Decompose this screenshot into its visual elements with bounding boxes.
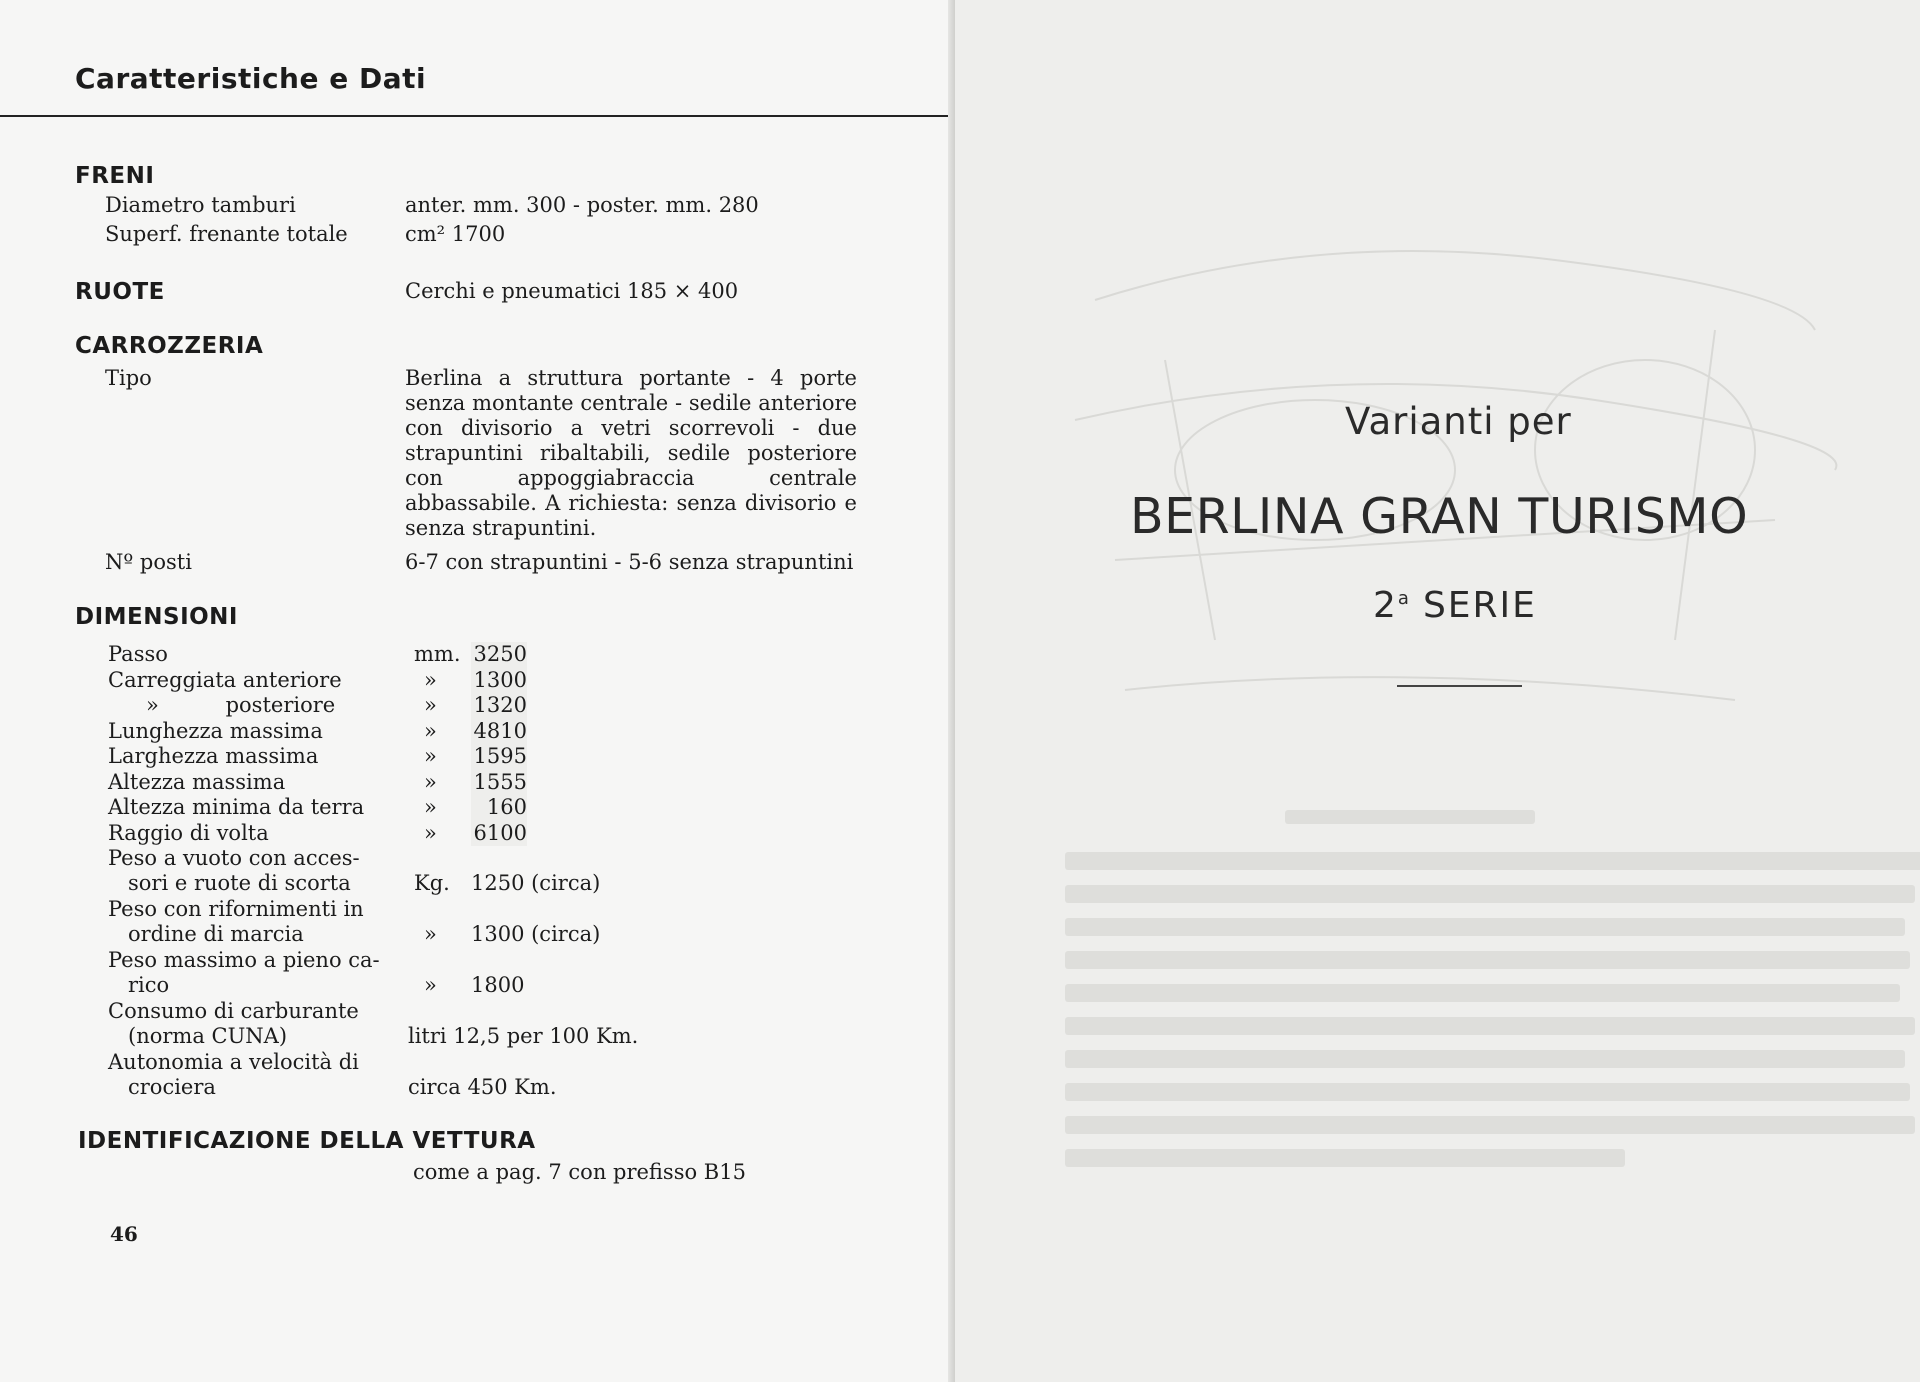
diametro-tamburi-label: Diametro tamburi xyxy=(105,193,296,217)
dim-label: Altezza massima xyxy=(108,769,286,794)
dim-value: 4810 xyxy=(471,719,527,745)
section-identificazione-title: IDENTIFICAZIONE DELLA VETTURA xyxy=(78,1128,536,1154)
dim-value: 1555 xyxy=(471,770,527,796)
section-freni-title: FRENI xyxy=(75,163,155,189)
posti-label: Nº posti xyxy=(105,550,192,574)
dim-value: 3250 xyxy=(471,642,527,668)
left-page xyxy=(0,0,955,1382)
section-ruote-title: RUOTE xyxy=(75,279,165,305)
posti-value: 6-7 con strapuntini - 5-6 senza strapuntini xyxy=(405,550,854,574)
consumo-value: litri 12,5 per 100 Km. xyxy=(408,1024,639,1048)
peso-rifornimenti-label-line2: ordine di marcia xyxy=(128,922,304,946)
title-rule xyxy=(1397,685,1522,687)
dim-label: Lunghezza massima xyxy=(108,718,323,743)
peso-rifornimenti-value: 1300 (circa) xyxy=(471,922,601,946)
dim-mark: » xyxy=(424,769,437,794)
show-through-illustration xyxy=(955,0,1920,1382)
superficie-frenante-value: cm² 1700 xyxy=(405,222,506,246)
tipo-label: Tipo xyxy=(105,366,152,390)
dim-label: Passo xyxy=(108,642,168,666)
dim-mark: » xyxy=(424,820,437,845)
peso-vuoto-label-line2: sori e ruote di scorta xyxy=(128,871,351,895)
dim-value: 1320 xyxy=(471,693,527,719)
dim-label: Altezza minima da terra xyxy=(108,795,365,819)
dim-label: Larghezza massima xyxy=(108,744,319,768)
serie-word: SERIE xyxy=(1422,585,1537,626)
dim-label: Carreggiata anteriore xyxy=(108,667,342,692)
dim-mark: » xyxy=(424,744,437,768)
dim-label: » posteriore xyxy=(146,693,336,717)
dim-value: 160 xyxy=(471,795,527,821)
diametro-tamburi-value: anter. mm. 300 - poster. mm. 280 xyxy=(405,193,759,217)
serie-ordinal: 2 xyxy=(1373,585,1398,626)
page-number-left: 46 xyxy=(110,1222,138,1246)
dim-mark: » xyxy=(424,693,437,717)
section-dimensioni-title: DIMENSIONI xyxy=(75,604,238,630)
page-header-title: Caratteristiche e Dati xyxy=(75,62,427,95)
peso-vuoto-label-line1: Peso a vuoto con acces- xyxy=(108,846,360,870)
dim-mark: » xyxy=(424,667,437,692)
header-rule xyxy=(0,115,955,117)
peso-vuoto-value: 1250 (circa) xyxy=(471,871,601,895)
peso-vuoto-mark: Kg. xyxy=(414,871,450,895)
superficie-frenante-label: Superf. frenante totale xyxy=(105,222,348,246)
dim-value: 6100 xyxy=(471,821,527,847)
right-page xyxy=(955,0,1920,1382)
peso-rifornimenti-mark: » xyxy=(424,922,437,946)
peso-massimo-value: 1800 xyxy=(471,973,525,997)
autonomia-label-line2: crociera xyxy=(128,1075,216,1099)
dim-mark: mm. xyxy=(414,642,461,666)
consumo-label-line1: Consumo di carburante xyxy=(108,999,359,1023)
peso-massimo-mark: » xyxy=(424,973,437,997)
autonomia-label-line1: Autonomia a velocità di xyxy=(108,1050,359,1074)
serie-ordinal-suffix: a xyxy=(1397,588,1411,609)
varianti-per-heading: Varianti per xyxy=(1345,400,1572,443)
serie-subtitle xyxy=(1373,585,1537,626)
consumo-label-line2: (norma CUNA) xyxy=(128,1024,288,1048)
peso-massimo-label-line1: Peso massimo a pieno ca- xyxy=(108,948,380,972)
berlina-gran-turismo-title: BERLINA GRAN TURISMO xyxy=(1130,488,1749,545)
tipo-value: Berlina a struttura portante - 4 porte senza montante centrale - sedile anteriore con divisorio a vetri scorrevoli - due strapuntini ribaltabili, sedile posteriore con appoggiabraccia centrale abbassabile. A richiesta: senza divisorio e senza strapuntini. xyxy=(405,366,857,540)
ruote-value: Cerchi e pneumatici 185 × 400 xyxy=(405,279,739,303)
dim-value: 1300 xyxy=(471,668,527,694)
autonomia-value: circa 450 Km. xyxy=(408,1075,557,1099)
dim-mark: » xyxy=(424,795,437,819)
section-carrozzeria-title: CARROZZERIA xyxy=(75,333,264,359)
peso-massimo-label-line2: rico xyxy=(128,973,170,997)
dim-mark: » xyxy=(424,718,437,743)
identificazione-value: come a pag. 7 con prefisso B15 xyxy=(413,1160,746,1184)
dim-label: Raggio di volta xyxy=(108,820,269,845)
peso-rifornimenti-label-line1: Peso con rifornimenti in xyxy=(108,897,364,921)
dim-value: 1595 xyxy=(471,744,527,770)
